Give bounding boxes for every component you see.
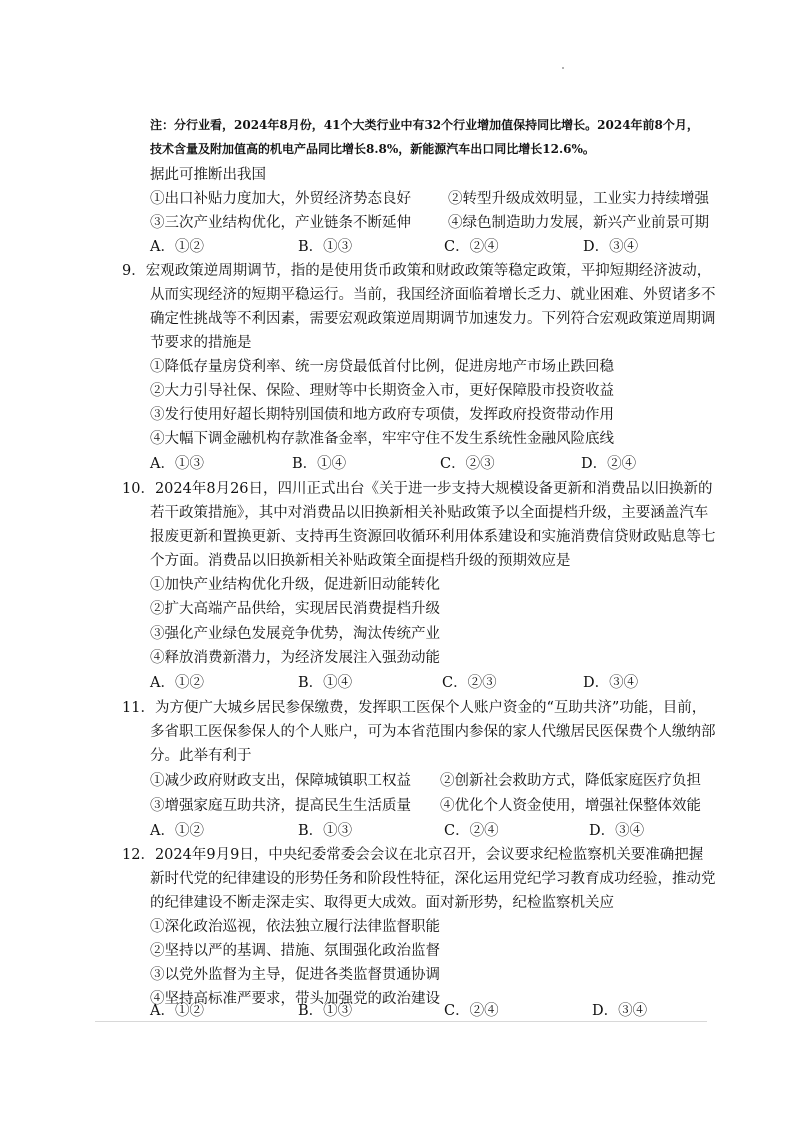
q12-option-2: ②坚持以严的基调、措施、氛围强化政治监督 (150, 943, 440, 959)
q9-stem-line-1: 9．宏观政策逆周期调节，指的是使用货币政策和财政政策等稳定政策，平抑短期经济波动， (122, 263, 712, 279)
q12-option-1: ①深化政治巡视，依法独立履行法律监督职能 (150, 919, 440, 935)
q11-option-1: ①减少政府财政支出，保障城镇职工权益 (150, 773, 411, 789)
q9-choice-c: C．②③ (440, 456, 495, 472)
q10-option-3: ③强化产业绿色发展竞争优势，淘汰传统产业 (150, 626, 440, 642)
q8-option-4: ④绿色制造助力发展，新兴产业前景可期 (448, 215, 709, 231)
q10-stem-line-2: 若干政策措施》，其中对消费品以旧换新相关补贴政策予以全面提档升级，主要涵盖汽车 (150, 505, 709, 521)
q12-option-3: ③以党外监督为主导，促进各类监督贯通协调 (150, 967, 440, 983)
q11-choice-b: B．①③ (298, 823, 353, 839)
q10-stem-line-4: 个方面。消费品以旧换新相关补贴政策全面提档升级的预期效应是 (150, 553, 571, 569)
q12-stem-line-3: 的纪律建设不断走深走实、取得更大成效。面对新形势，纪检监察机关应 (150, 895, 614, 911)
q10-option-2: ②扩大高端产品供给，实现居民消费提档升级 (150, 601, 440, 617)
q10-choice-a: A．①② (150, 675, 204, 691)
q8-choice-d: D．③④ (583, 239, 639, 255)
q10-choice-b: B．①④ (298, 675, 353, 691)
q11-choice-a: A．①② (150, 823, 204, 839)
q8-choice-b: B．①③ (298, 239, 353, 255)
q9-choice-b: B．①④ (292, 456, 347, 472)
q11-option-4: ④优化个人资金使用，增强社保整体效能 (440, 798, 701, 814)
q10-stem-line-1: 10．2024年8月26日，四川正式出台《关于进一步支持大规模设备更新和消费品以旧换新的 (122, 481, 713, 497)
q9-option-4: ④大幅下调金融机构存款准备金率，牢牢守住不发生系统性金融风险底线 (150, 431, 614, 447)
q8-choice-c: C．②④ (444, 239, 499, 255)
q12-choice-d: D．③④ (592, 1003, 648, 1019)
q10-stem-line-3: 报废更新和置换更新、支持再生资源回收循环利用体系建设和实施消费信贷财政贴息等七 (150, 529, 716, 545)
q11-stem-line-3: 分。此举有利于 (150, 748, 252, 764)
q9-stem-line-2: 从而实现经济的短期平稳运行。当前，我国经济面临着增长乏力、就业困难、外贸诸多不 (150, 287, 716, 303)
q11-option-3: ③增强家庭互助共济，提高民生生活质量 (150, 798, 411, 814)
q9-option-2: ②大力引导社保、保险、理财等中长期资金入市，更好保障股市投资收益 (150, 383, 614, 399)
q12-stem-line-1: 12．2024年9月9日，中央纪委常委会会议在北京召开，会议要求纪检监察机关要准确把握 (122, 847, 704, 863)
q12-choice-b: B．①③ (298, 1003, 353, 1019)
q8-choice-a: A．①② (150, 239, 204, 255)
q11-option-2: ②创新社会救助方式，降低家庭医疗负担 (440, 773, 701, 789)
q12-choice-c: C．②④ (444, 1003, 499, 1019)
q9-choice-a: A．①③ (150, 456, 204, 472)
q9-stem-line-3: 确定性挑战等不利因素，需要宏观政策逆周期调节加速发力。下列符合宏观政策逆周期调 (150, 311, 716, 327)
q10-choice-c: C．②③ (442, 675, 497, 691)
q12-option-4: ④坚持高标准严要求，带头加强党的政治建设 (150, 991, 440, 1007)
chart-note-line-1: 注：分行业看，2024年8月份，41个大类行业中有32个行业增加值保持同比增长。2024年前8个月， (150, 118, 699, 132)
q9-option-3: ③发行使用好超长期特别国债和地方政府专项债，发挥政府投资带动作用 (150, 407, 614, 423)
q10-option-1: ①加快产业结构优化升级，促进新旧动能转化 (150, 577, 440, 593)
q8-option-1: ①出口补贴力度加大，外贸经济势态良好 (150, 191, 411, 207)
q10-choice-d: D．③④ (583, 675, 639, 691)
q11-stem-line-1: 11．为方便广大城乡居民参保缴费，发挥职工医保个人账户资金的“互助共济”功能，目前， (122, 700, 707, 716)
q8-option-2: ②转型升级成效明显，工业实力持续增强 (448, 191, 709, 207)
chart-note-line-2: 技术含量及附加值高的机电产品同比增长8.8%，新能源汽车出口同比增长12.6%。 (150, 142, 595, 156)
q9-choice-d: D．②④ (581, 456, 637, 472)
q11-choice-d: D．③④ (589, 823, 645, 839)
q12-stem-line-2: 新时代党的纪律建设的形势任务和阶段性特征，深化运用党纪学习教育成功经验，推动党 (150, 871, 716, 887)
q12-choice-a: A．①② (150, 1003, 204, 1019)
q8-option-3: ③三次产业结构优化，产业链条不断延伸 (150, 215, 411, 231)
q11-stem-line-2: 多省职工医保参保人的个人账户，可为本省范围内参保的家人代缴居民医保费个人缴纳部 (150, 724, 716, 740)
q9-option-1: ①降低存量房贷利率、统一房贷最低首付比例，促进房地产市场止跌回稳 (150, 359, 614, 375)
q10-option-4: ④释放消费新潜力，为经济发展注入强劲动能 (150, 650, 440, 666)
q9-stem-line-4: 节要求的措施是 (150, 335, 252, 351)
q8-stem: 据此可推断出我国 (150, 167, 266, 183)
scan-speck (562, 67, 564, 69)
q11-choice-c: C．②④ (444, 823, 499, 839)
page-bottom-rule (95, 1021, 707, 1022)
